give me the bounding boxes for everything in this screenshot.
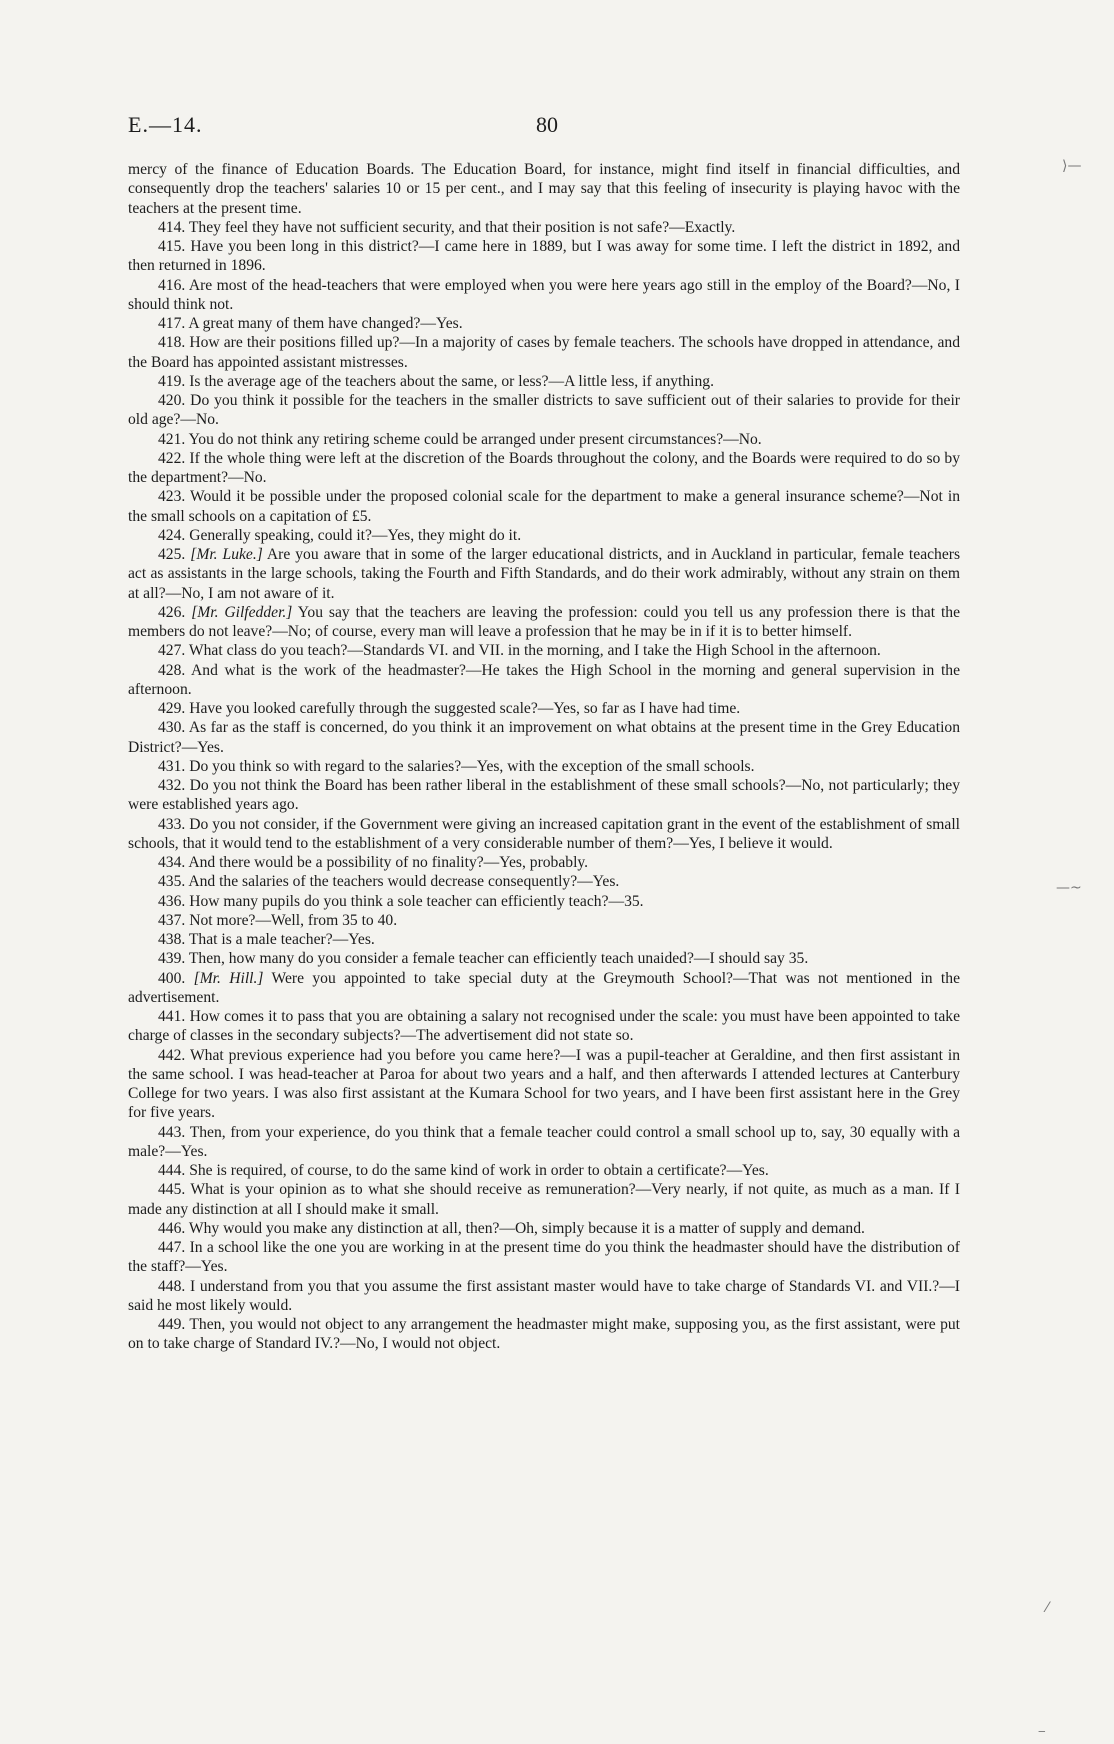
- margin-mark-icon: —~: [1056, 880, 1082, 896]
- paragraph: 418. How are their positions filled up?—In a majority of cases by female teachers. The schools have dropped in attendance, and the Board has appointed assistant mistresses.: [128, 334, 960, 371]
- paragraph: 425. [Mr. Luke.] Are you aware that in some of the larger educational districts, and in Auckland in particular, female teachers act as assistants in the large schools, taking the Fourth and Fifth Standards, and do their work admirably, without any strain on them at all?—No, I am not aware of it.: [128, 546, 961, 602]
- paragraph: 437. Not more?—Well, from 35 to 40.: [158, 911, 398, 929]
- paragraph: 442. What previous experience had you before you came here?—I was a pupil-teacher at Geraldine, and then first assistant in the same school. I was head-teacher at Paroa for about two years and a half, and then afterwards I attended lectures at Canterbury College for two years. I was also first assistant at the Kumara School for two years, and I have been first assistant here in the Grey for five years.: [128, 1046, 960, 1122]
- paragraph: 421. You do not think any retiring scheme could be arranged under present circumstances?—No.: [158, 430, 762, 448]
- paragraph: 432. Do you not think the Board has been rather liberal in the establishment of these small schools?—No, not particularly; they were established years ago.: [128, 777, 960, 814]
- paragraph: 441. How comes it to pass that you are obtaining a salary not recognised under the scale: you must have been appointed to take charge of classes in the secondary subjects?—The advertisement did not state so.: [128, 1008, 960, 1045]
- paragraph: 424. Generally speaking, could it?—Yes, they might do it.: [158, 526, 522, 544]
- margin-mark-icon: ⁄: [1046, 1600, 1049, 1616]
- body-text: [128, 160, 960, 1354]
- paragraph: 428. And what is the work of the headmaster?—He takes the High School in the morning and general supervision in the afternoon.: [128, 661, 960, 698]
- paragraph: 433. Do you not consider, if the Government were giving an increased capitation grant in the event of the establishment of small schools, that it would tend to the establishment of a very considerable number of them?—Yes, I believe it would.: [128, 815, 960, 852]
- margin-mark-icon: ⟩—: [1062, 158, 1082, 174]
- paragraph: 445. What is your opinion as to what she should receive as remuneration?—Very nearly, if not quite, as much as a man. If I made any distinction at all I should make it small.: [128, 1181, 960, 1218]
- speaker-name: [Mr. Gilfedder.]: [191, 603, 293, 621]
- paragraph: 444. She is required, of course, to do the same kind of work in order to obtain a certificate?—Yes.: [158, 1162, 769, 1179]
- paragraph: 448. I understand from you that you assume the first assistant master would have to take charge of Standards VI. and VII.?—I said he most likely would.: [128, 1277, 960, 1314]
- paragraph: 431. Do you think so with regard to the salaries?—Yes, with the exception of the small schools.: [158, 757, 755, 775]
- paragraph: 443. Then, from your experience, do you think that a female teacher could control a small school up to, say, 30 equally with a male?—Yes.: [128, 1123, 960, 1160]
- speaker-name: [Mr. Luke.]: [190, 546, 263, 563]
- page-number: 80: [536, 112, 558, 137]
- paragraph: 415. Have you been long in this district?—I came here in 1889, but I was away for some time. I left the district in 1892, and then returned in 1896.: [128, 238, 960, 275]
- paragraph: 419. Is the average age of the teachers about the same, or less?—A little less, if anything.: [158, 372, 714, 390]
- paragraph: 423. Would it be possible under the proposed colonial scale for the department to make a general insurance scheme?—Not in the small schools on a capitation of £5.: [128, 488, 960, 525]
- paragraph: 400. [Mr. Hill.] Were you appointed to take special duty at the Greymouth School?—That was not mentioned in the advertisement.: [128, 969, 960, 1006]
- margin-mark-icon: ‒: [1038, 1724, 1046, 1738]
- paragraph: 435. And the salaries of the teachers would decrease consequently?—Yes.: [158, 873, 620, 891]
- paragraph: 427. What class do you teach?—Standards VI. and VII. in the morning, and I take the High School in the afternoon.: [158, 642, 881, 660]
- paragraph: 438. That is a male teacher?—Yes.: [158, 931, 375, 948]
- paragraph: 436. How many pupils do you think a sole teacher can efficiently teach?—35.: [158, 892, 644, 910]
- paragraph: 426. [Mr. Gilfedder.] You say that the teachers are leaving the profession: could you tell us any profession there is that the members do not leave?—No; of course, every man will leave a profession that he may be in if it is to better himself.: [128, 603, 960, 640]
- paragraph: 417. A great many of them have changed?—Yes.: [158, 315, 463, 332]
- paragraph: 446. Why would you make any distinction at all, then?—Oh, simply because it is a matter of supply and demand.: [158, 1219, 865, 1237]
- paragraph: 414. They feel they have not sufficient security, and that their position is not safe?—Exactly.: [158, 218, 736, 236]
- paragraph: 447. In a school like the one you are working in at the present time do you think the headmaster should have the distribution of the staff?—Yes.: [128, 1239, 960, 1276]
- paragraph: 429. Have you looked carefully through the suggested scale?—Yes, so far as I have had time.: [158, 700, 741, 717]
- paragraph: 449. Then, you would not object to any arrangement the headmaster might make, supposing you, as the first assistant, were put on to take charge of Standard IV.?—No, I would not object.: [128, 1316, 960, 1353]
- paragraph: 434. And there would be a possibility of no finality?—Yes, probably.: [158, 854, 589, 871]
- document-reference: E.—14.: [128, 112, 203, 137]
- paragraph: 416. Are most of the head-teachers that were employed when you were here years ago still in the employ of the Board?—No, I should think not.: [128, 276, 960, 313]
- paragraph: 420. Do you think it possible for the teachers in the smaller districts to save sufficient out of their salaries to provide for their old age?—No.: [128, 392, 960, 429]
- speaker-name: [Mr. Hill.]: [193, 969, 264, 987]
- paragraph: 439. Then, how many do you consider a female teacher can efficiently teach unaided?—I should say 35.: [158, 950, 809, 968]
- paragraph: 422. If the whole thing were left at the discretion of the Boards throughout the colony, and the Boards were required to do so by the department?—No.: [128, 449, 960, 486]
- paragraph: 430. As far as the staff is concerned, do you think it an improvement on what obtains at the present time in the Grey Education District?—Yes.: [128, 719, 960, 756]
- paragraph: mercy of the finance of Education Boards. The Education Board, for instance, might find itself in financial difficulties, and consequently drop the teachers' salaries 10 or 15 per cent., and I may say that this feeling of insecurity is playing havoc with the teachers at the present time.: [128, 161, 960, 217]
